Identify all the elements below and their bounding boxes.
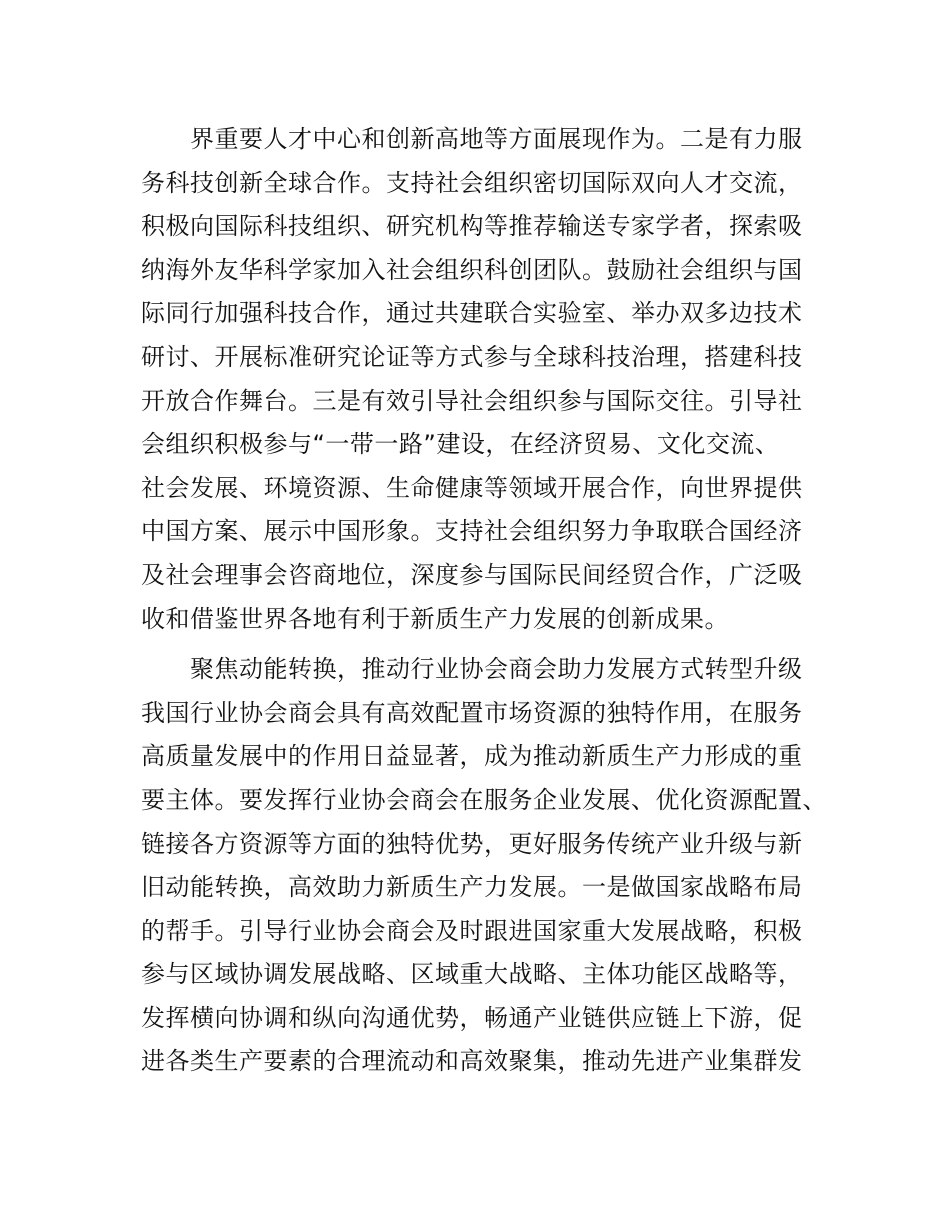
text-line: 收和借鉴世界各地有利于新质生产力发展的创新成果。 [141, 604, 729, 633]
text-line: 积极向国际科技组织、研究机构等推荐输送专家学者，探索吸 [141, 212, 803, 241]
text-line: 际同行加强科技合作，通过共建联合实验室、举办双多边技术 [141, 299, 803, 328]
text-line: 高质量发展中的作用日益显著，成为推动新质生产力形成的重 [141, 742, 803, 771]
paragraph-international-cooperation [141, 118, 841, 641]
body-text [141, 118, 841, 1084]
text-line: 务科技创新全球合作。支持社会组织密切国际双向人才交流， [141, 168, 803, 197]
text-line: 链接各方资源等方面的独特优势，更好服务传统产业升级与新 [141, 829, 803, 858]
text-line: 界重要人才中心和创新高地等方面展现作为。二是有力服 [141, 125, 803, 153]
text-line: 我国行业协会商会具有高效配置市场资源的独特作用，在服务 [141, 698, 803, 727]
text-line: 中国方案、展示中国形象。支持社会组织努力争取联合国经济 [141, 517, 803, 546]
text-line: 开放合作舞台。三是有效引导社会组织参与国际交往。引导社 [141, 386, 803, 415]
text-line: 参与区域协调发展战略、区域重大战略、主体功能区战略等， [141, 960, 803, 989]
text-line: 的帮手。引导行业协会商会及时跟进国家重大发展战略，积极 [141, 916, 803, 945]
text-line: 纳海外友华科学家加入社会组织科创团队。鼓励社会组织与国 [141, 255, 803, 284]
text-line: 研讨、开展标准研究论证等方式参与全球科技治理，搭建科技 [141, 342, 803, 371]
paragraph-industry-associations [141, 648, 841, 1084]
text-line: 社会发展、环境资源、生命健康等领域开展合作，向世界提供 [141, 473, 803, 502]
text-line: 进各类生产要素的合理流动和高效聚集，推动先进产业集群发 [141, 1047, 803, 1076]
text-line: 会组织积极参与“一带一路”建设，在经济贸易、文化交流、 [141, 430, 780, 459]
paragraph-spacer [141, 641, 841, 648]
text-line: 旧动能转换，高效助力新质生产力发展。一是做国家战略布局 [141, 873, 803, 902]
section-heading-line: 聚焦动能转换，推动行业协会商会助力发展方式转型升级 [141, 655, 803, 684]
text-line: 及社会理事会咨商地位，深度参与国际民间经贸合作，广泛吸 [141, 560, 803, 589]
text-line: 要主体。要发挥行业协会商会在服务企业发展、优化资源配置、 [141, 785, 827, 814]
text-line: 发挥横向协调和纵向沟通优势，畅通产业链供应链上下游，促 [141, 1003, 803, 1032]
